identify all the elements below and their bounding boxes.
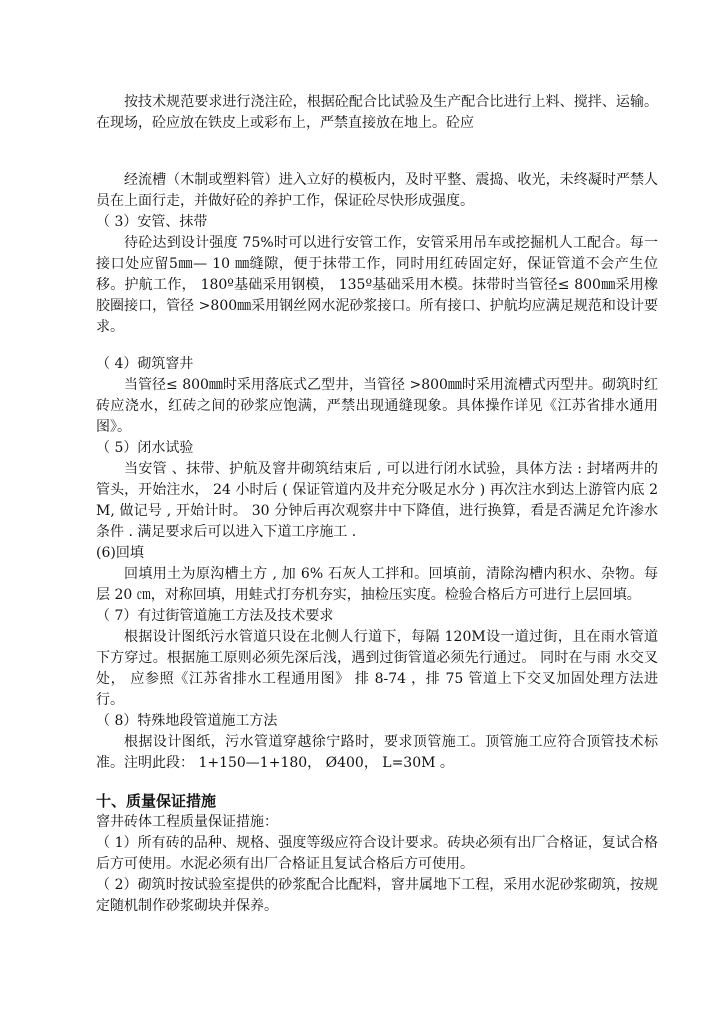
section-10-heading: 十、质量保证措施: [96, 792, 217, 810]
section-8-title: （ 8）特殊地段管道施工方法: [96, 713, 278, 729]
section-6-body: 回填用土为原沟槽土方 , 加 6% 石灰人工拌和。回填前，清除沟槽内积水、杂物。每层 20 ㎝，对称回填，用蛙式打夯机夯实，抽检压实度。检验合格后方可进行上层回填。: [96, 566, 658, 603]
section-3-body: 待砼达到设计强度 75%时可以进行安管工作，安管采用吊车或挖掘机人工配合。每一接口处应留5㎜— 10 ㎜缝隙，便于抹带工作，同时用红砖固定好，保证管道不会产生位移。护航工作， 180º基础采用钢模， 135º基础采用木模。抹带时当管径≤ 800㎜采用橡胶圈接口，管径 >800㎜采用钢丝网水泥砂浆接口。所有接口、护航均应满足规范和设计要求。: [96, 235, 658, 335]
section-5-title: （ 5）闭水试验: [96, 440, 194, 456]
section-4-title: （ 4）砌筑窨井: [96, 356, 194, 372]
section-7-body: 根据设计图纸污水管道只设在北侧人行道下，每隔 120M设一道过街，且在雨水管道下方穿过。根据施工原则必须先深后浅，遇到过街管道必须先行通过。 同时在与雨 水交叉处， 应参照《江苏省排水工程通用图》 排 8-74 ，排 75 管道上下交叉加固处理方法进行。: [96, 629, 658, 708]
quality-intro: 窨井砖体工程质量保证措施：: [96, 814, 278, 830]
paragraph-pouring: 按技术规范要求进行浇注砼，根据砼配合比试验及生产配合比进行上料、搅拌、运输。在现场，砼应放在铁皮上或彩布上，严禁直接放在地上。砼应: [96, 94, 658, 131]
document-page: [96, 92, 658, 917]
section-3-title: （ 3）安管、抹带: [96, 214, 208, 230]
paragraph-chute: 经流槽（木制或塑料管）进入立好的模板内，及时平整、震捣、收光，未终凝时严禁人员在上面行走，并做好砼的养护工作，保证砼尽快形成强度。: [96, 172, 658, 209]
section-4-body: 当管径≤ 800㎜时采用落底式乙型井，当管径 >800㎜时采用流槽式丙型井。砌筑时红砖应浇水，红砖之间的砂浆应饱满，严禁出现通缝现象。具体操作详见《江苏省排水通用图》。: [96, 377, 658, 435]
section-7-title: （ 7）有过街管道施工方法及技术要求: [96, 608, 334, 624]
quality-item-1: （ 1）所有砖的品种、规格、强度等级应符合设计要求。砖块必须有出厂合格证，复试合格后方可使用。水泥必须有出厂合格证且复试合格后方可使用。: [96, 835, 658, 872]
section-8-body: 根据设计图纸，污水管道穿越徐宁路时，要求顶管施工。顶管施工应符合顶管技术标准。注明此段： 1+150—1+180， Ø400， L=30M 。: [96, 734, 658, 771]
section-5-body: 当安管 、抹带、护航及窨井砌筑结束后 , 可以进行闭水试验，具体方法 : 封堵两井的管头，开始注水， 24 小时后 ( 保证管道内及井充分吸足水分 ) 再次注水到达上游管内底 2M, 做记号 , 开始计时。 30 分钟后再次观察井中下降值，进行换算，看是否满足允许渗水条件 . 满足要求后可以进入下道工序施工 .: [96, 461, 658, 540]
quality-item-2: （ 2）砌筑时按试验室提供的砂浆配合比配料，窨井属地下工程，采用水泥砂浆砌筑，按规定随机制作砂浆砌块并保养。: [96, 877, 658, 914]
section-6-title: (6)回填: [96, 545, 144, 561]
